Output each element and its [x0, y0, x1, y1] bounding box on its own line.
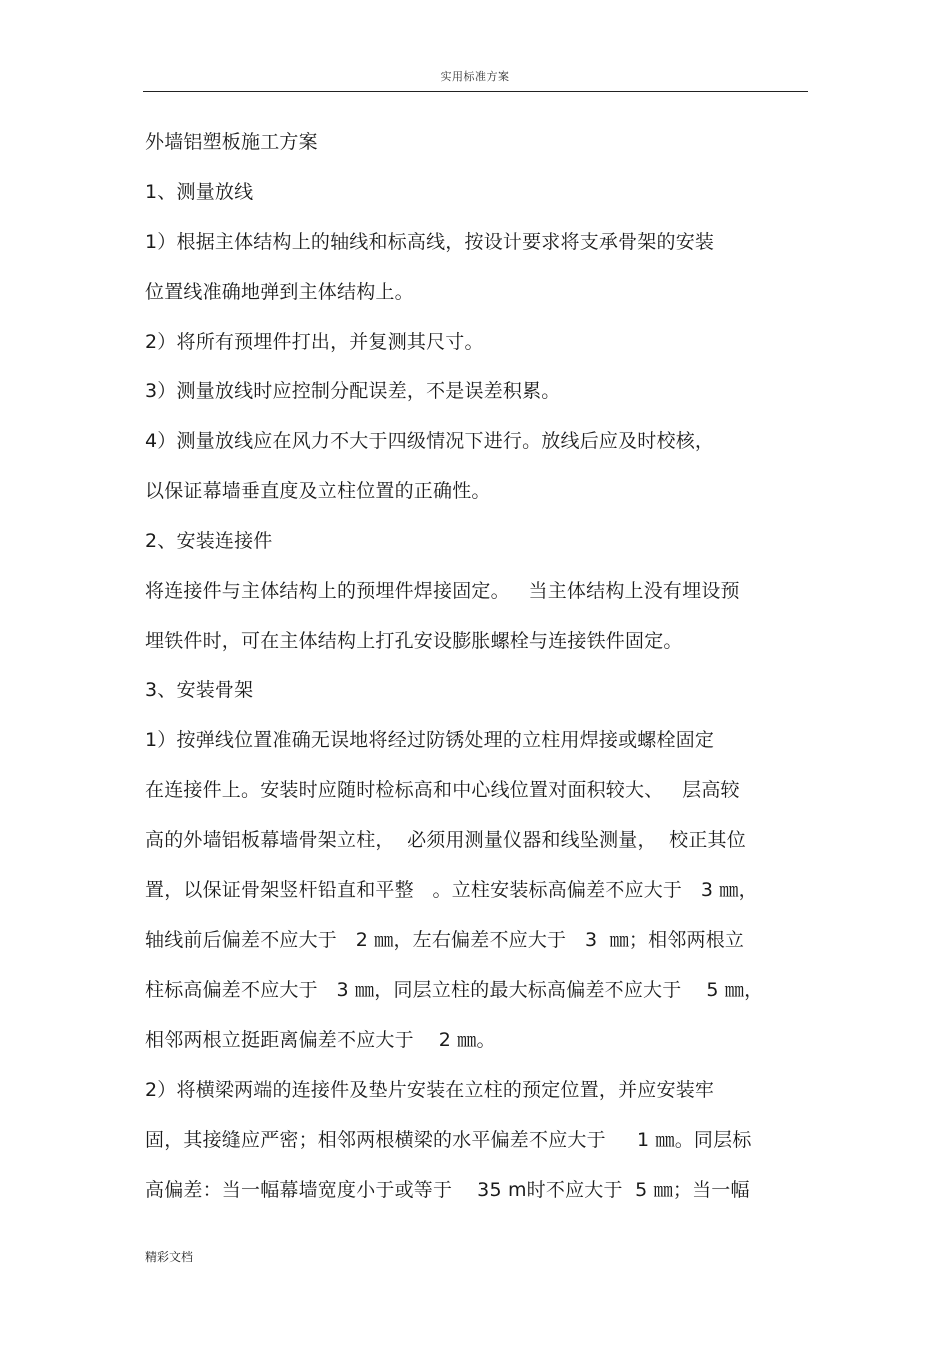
paragraph-line: 固，其接缝应严密；相邻两根横梁的水平偏差不应大于 1 ㎜。同层标 [145, 1129, 752, 1151]
paragraph-line: 轴线前后偏差不应大于 2 ㎜，左右偏差不应大于 3 ㎜；相邻两根立 [145, 929, 745, 951]
page-footer: 精彩文档 [145, 1250, 194, 1264]
document-title: 外墙铝塑板施工方案 [145, 131, 318, 153]
paragraph-line: 柱标高偏差不应大于 3 ㎜，同层立柱的最大标高偏差不应大于 5 ㎜， [145, 979, 764, 1001]
paragraph-line: 1）按弹线位置准确无误地将经过防锈处理的立柱用焊接或螺栓固定 [145, 729, 715, 751]
header-rule [143, 91, 808, 92]
paragraph-line: 置，以保证骨架竖杆铅直和平整 。立柱安装标高偏差不应大于 3 ㎜， [145, 879, 758, 901]
paragraph-line: 1）根据主体结构上的轴线和标高线，按设计要求将支承骨架的安装 [145, 231, 715, 253]
paragraph-line: 埋铁件时，可在主体结构上打孔安设膨胀螺栓与连接铁件固定。 [145, 630, 683, 652]
section-heading: 1、测量放线 [145, 181, 254, 203]
page-header: 实用标准方案 [440, 70, 510, 83]
paragraph-line: 3）测量放线时应控制分配误差，不是误差积累。 [145, 380, 561, 402]
paragraph-line: 2）将所有预埋件打出，并复测其尺寸。 [145, 331, 484, 353]
paragraph-line: 相邻两根立挺距离偏差不应大于 2 ㎜。 [145, 1029, 496, 1051]
paragraph-line: 高偏差：当一幅幕墙宽度小于或等于 35 m时不应大于 5 ㎜；当一幅 [145, 1179, 750, 1201]
paragraph-line: 在连接件上。安装时应随时检标高和中心线位置对面积较大、 层高较 [145, 779, 740, 801]
paragraph-line: 以保证幕墙垂直度及立柱位置的正确性。 [145, 480, 491, 502]
paragraph-line: 位置线准确地弹到主体结构上。 [145, 281, 414, 303]
paragraph-line: 将连接件与主体结构上的预埋件焊接固定。 当主体结构上没有埋设预 [145, 580, 740, 602]
section-heading: 2、安装连接件 [145, 530, 273, 552]
paragraph-line: 高的外墙铝板幕墙骨架立柱， 必须用测量仪器和线坠测量， 校正其位 [145, 829, 746, 851]
section-heading: 3、安装骨架 [145, 679, 254, 701]
paragraph-line: 2）将横梁两端的连接件及垫片安装在立柱的预定位置，并应安装牢 [145, 1079, 715, 1101]
paragraph-line: 4）测量放线应在风力不大于四级情况下进行。放线后应及时校核， [145, 430, 715, 452]
